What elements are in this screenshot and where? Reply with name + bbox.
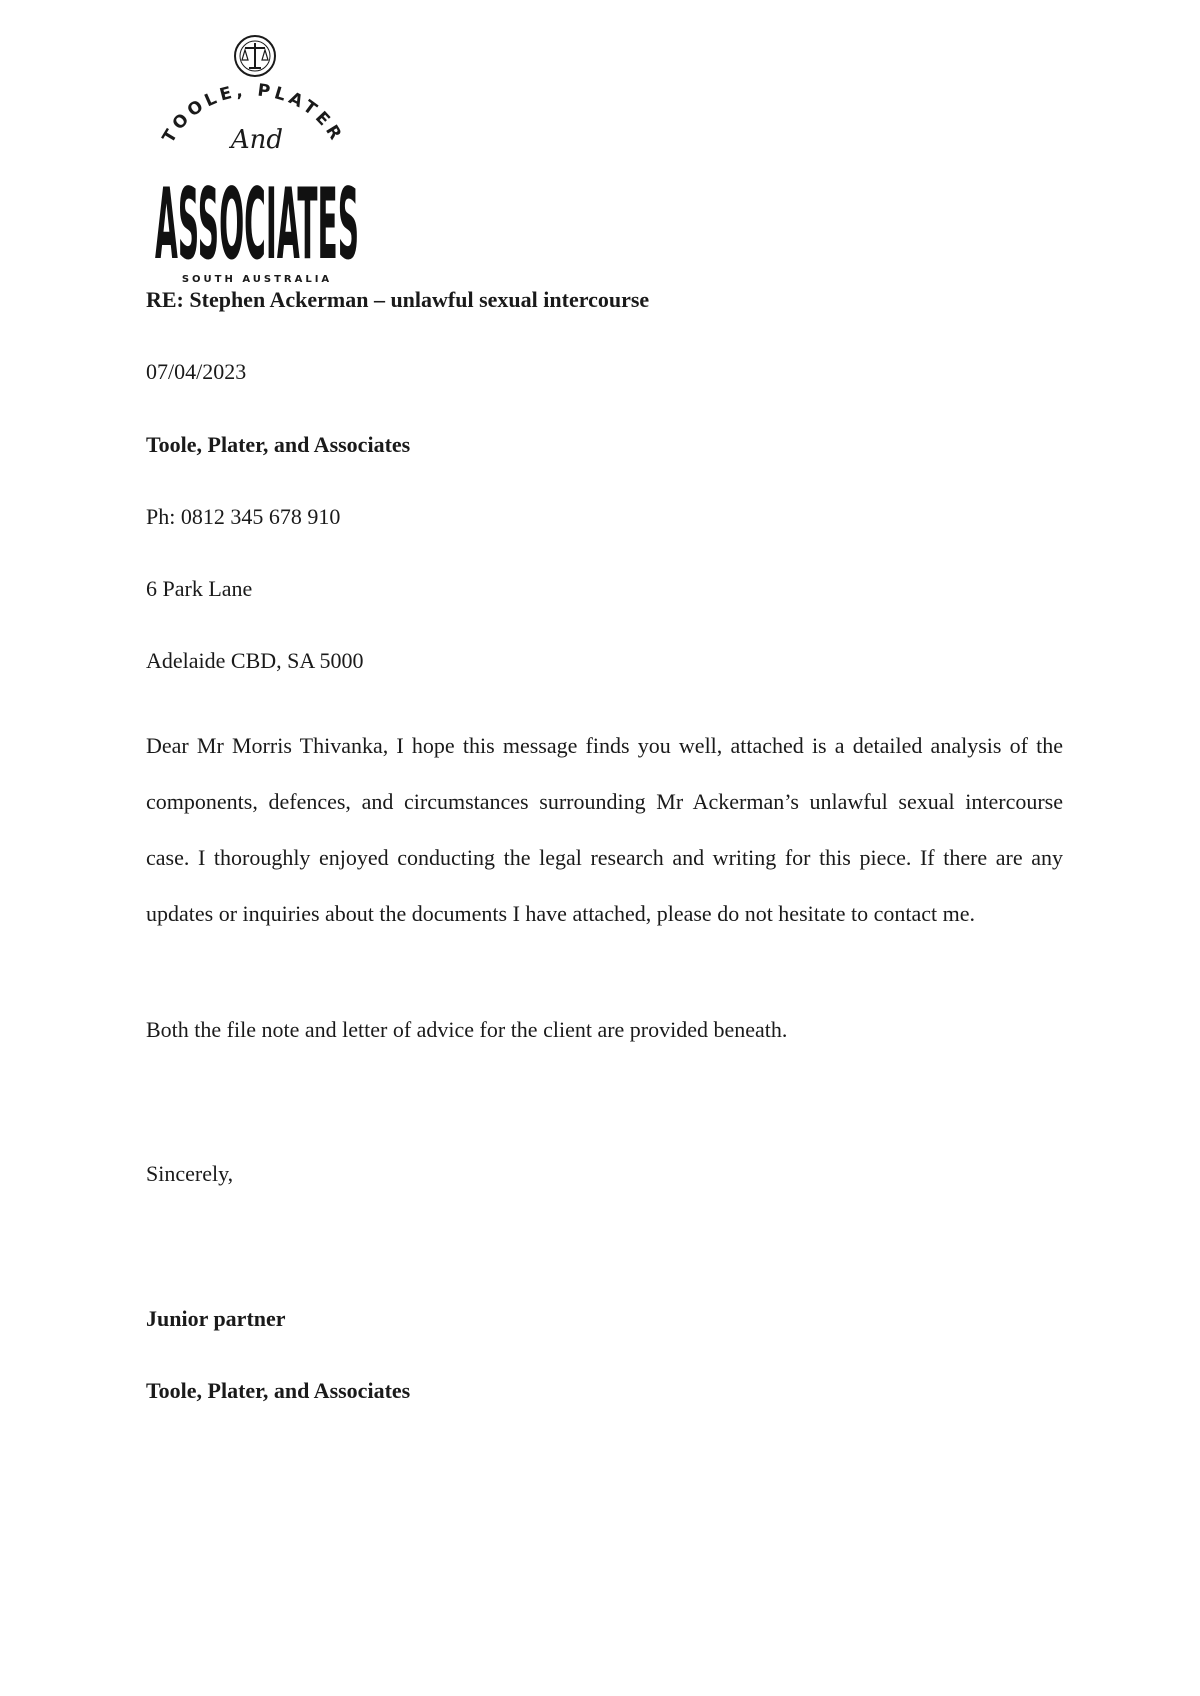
logo-arc-text: TOOLE, PLATER [158, 80, 348, 147]
signature-title: Junior partner [146, 1306, 286, 1331]
logo-script-text: And [230, 125, 284, 155]
letter-subject: RE: Stephen Ackerman – unlawful sexual intercourse [146, 287, 650, 312]
logo-sub-text: SOUTH AUSTRALIA [181, 274, 333, 285]
address-line-1: 6 Park Lane [146, 576, 253, 601]
attachments-note: Both the file note and letter of advice for the client are provided beneath. [146, 1017, 788, 1042]
scales-of-justice-icon [235, 36, 275, 76]
letter-date: 07/04/2023 [146, 359, 247, 384]
firm-name: Toole, Plater, and Associates [146, 432, 411, 457]
letter-body: Dear Mr Morris Thivanka, I hope this message finds you well, attached is a detailed analysis of the components, defences, and circumstances surrounding Mr Ackerman’s unlawful sexual intercourse case. I thoroughly enjoyed conducting the legal research and writing for this piece. If there are any updates or inquiries about the documents I have attached, please do not hesitate to contact me. [146, 733, 1063, 926]
letter-closing: Sincerely, [146, 1161, 234, 1186]
address-line-2: Adelaide CBD, SA 5000 [146, 648, 364, 673]
firm-phone: Ph: 0812 345 678 910 [146, 504, 341, 529]
firm-logo [146, 30, 376, 286]
signature-firm: Toole, Plater, and Associates [146, 1378, 411, 1403]
logo-main-text: ASSOCIATES [155, 168, 359, 282]
